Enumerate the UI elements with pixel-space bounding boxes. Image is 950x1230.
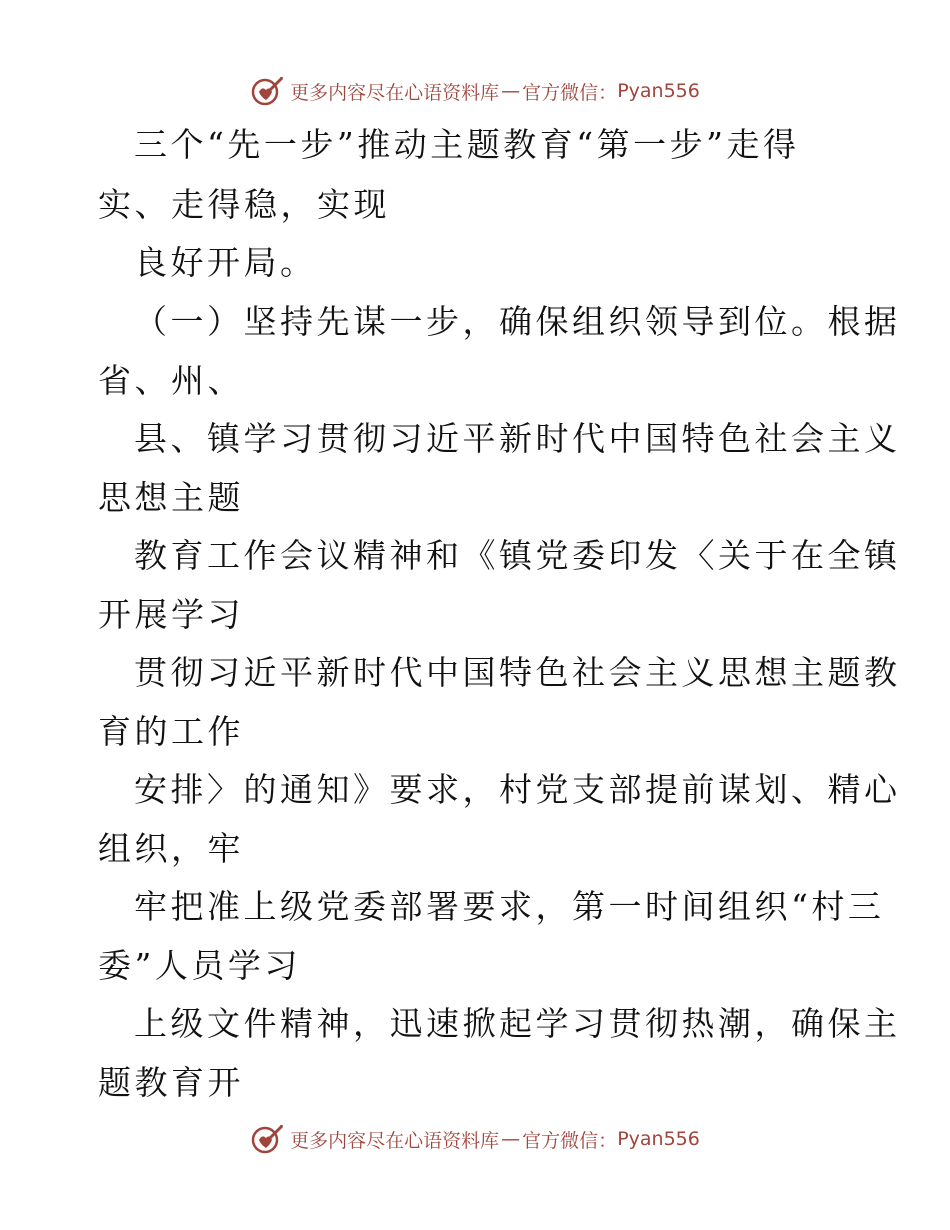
watermark-wechat-label: 官方微信： [522,81,618,104]
watermark-text: 更多内容尽在心语资料库 [290,1129,500,1152]
text-line: 教育工作会议精神和《镇党委印发〈关于在全镇 [134,536,901,575]
heart-quill-logo-icon [250,1122,284,1156]
text-line: （一）坚持先谋一步，确保组织领导到位。根据 [134,302,901,341]
heart-quill-logo-icon [250,74,284,108]
text-line: 育的工作 [98,712,244,751]
text-line: 委”人员学习 [98,946,301,985]
footer-watermark [0,1119,950,1159]
text-line: 省、州、 [98,361,244,400]
watermark-wechat-id: Pyan556 [617,80,700,102]
watermark-separator: — [501,80,521,102]
watermark-separator: — [501,1128,521,1150]
watermark-text: 更多内容尽在心语资料库 [290,81,500,104]
text-line: 题教育开 [98,1063,244,1102]
watermark-wechat-label: 官方微信： [522,1129,618,1152]
text-line: 上级文件精神，迅速掀起学习贯彻热潮，确保主 [134,1004,901,1043]
text-line: 牢把准上级党委部署要求，第一时间组织“村三 [134,887,885,926]
watermark-wechat-id: Pyan556 [617,1128,700,1150]
header-watermark [0,71,950,111]
text-line: 三个“先一步”推动主题教育“第一步”走得 [134,125,800,164]
text-line: 良好开局。 [134,243,317,282]
text-line: 实、走得稳，实现 [98,185,390,224]
text-line: 安排〉的通知》要求，村党支部提前谋划、精心 [134,770,901,809]
text-line: 开展学习 [98,595,244,634]
text-line: 思想主题 [98,478,244,517]
text-line: 贯彻习近平新时代中国特色社会主义思想主题教 [134,653,901,692]
text-line: 县、镇学习贯彻习近平新时代中国特色社会主义 [134,419,901,458]
text-line: 组织，牢 [98,829,244,868]
